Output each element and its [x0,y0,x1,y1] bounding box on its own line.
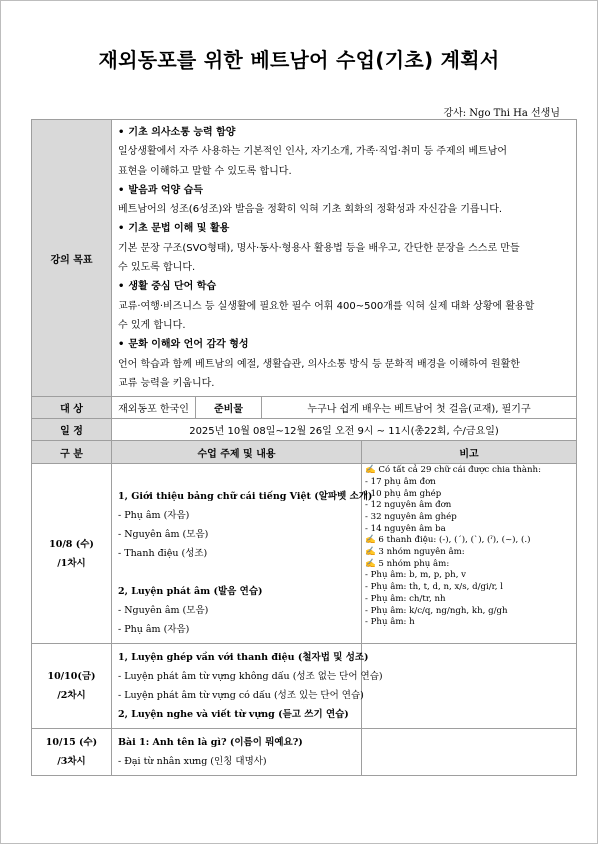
document-title: 재외동포를 위한 베트남어 수업(기초) 계획서 [98,48,500,72]
goal-description-line: 일상생활에서 자주 사용하는 기본적인 인사, 자기소개, 가족·직업·취미 등 주제의 베트남어 [118,146,508,158]
goals-content [112,120,577,397]
note-line: ✍ 6 thanh điệu: (-), (´), (`), (ˀ), (~), (.) [365,535,531,546]
session-1-date: 10/8 (수) [49,538,94,550]
note-line: - Phụ âm: th, t, d, n, x/s, d/gi/r, l [365,582,503,593]
header-topic: 수업 주제 및 내용 [112,441,362,464]
goals-row [32,120,577,397]
goal-heading [118,335,570,354]
header-notes: 비고 [362,441,577,464]
content-line: - Thanh điệu (성조) [118,548,208,560]
session-3-content-list [118,733,355,771]
goal-heading-text: 기초 의사소통 능력 함양 [128,127,236,138]
session-row-3 [32,729,577,776]
content-line: - Luyện phát âm từ vựng có dấu (성조 있는 단어 연습) [118,690,364,702]
session-2-content [112,644,383,729]
goals-label: 강의 목표 [32,120,112,397]
goal-heading-text: 생활 중심 단어 학습 [128,281,217,293]
note-line: - Phụ âm: b, m, p, ph, v [365,570,467,581]
session-3-number: /3차시 [57,756,86,768]
schedule-label: 일 정 [32,419,112,441]
note-line: - Phụ âm: k/c/q, ng/ngh, kh, g/gh [365,605,508,616]
content-line: - Phụ âm (자음) [118,510,190,522]
goal-heading [118,219,570,238]
session-1-notes [362,464,577,644]
session-1-content [112,464,373,644]
goal-description-line: 교류 능력을 키웁니다. [118,377,215,389]
content-line: - Nguyên âm (모음) [118,605,209,617]
goal-description-line: 기본 문장 구조(SVO형태), 명사·동사·형용사 활용법 등을 배우고, 간단한 문장을 스스로 만들 [118,242,520,254]
goal-heading [118,181,570,200]
goal-description-line: 교류·여행·비즈니스 등 실생활에 필요한 필수 어휘 400~500개를 익혀 실제 대화 상황에 활용할 [118,300,535,312]
target-row [32,397,577,419]
session-2-number: /2차시 [57,690,86,702]
prep-value: 누구나 쉽게 배우는 베트남어 첫 걸음(교재), 필기구 [262,397,577,419]
goal-heading-text: 기초 문법 이해 및 활용 [128,223,230,235]
content-line: Bài 1: Anh tên là gì? (이름이 뭐예요?) [118,737,303,749]
bullet-icon: • [118,184,125,196]
session-3-notes [362,729,577,776]
session-row-1 [32,464,577,644]
bullet-icon: • [118,339,125,351]
session-2-date: 10/10(금) [47,671,96,683]
note-line: ✍ 3 nhóm nguyên âm: [365,547,465,558]
session-2-content-list [118,648,383,724]
session-2-notes [362,644,577,729]
content-line: - Luyện phát âm từ vựng không dấu (성조 없는 단어 연습) [118,671,383,683]
note-line: - 10 phụ âm ghép [365,488,442,499]
goal-heading-text: 문화 이해와 언어 감각 형성 [128,339,249,351]
content-line: - Phụ âm (자음) [118,624,190,636]
session-3-content [112,729,362,776]
note-line: - Phụ âm: ch/tr, nh [365,593,446,604]
goal-description-line: 수 있게 합니다. [118,319,186,331]
schedule-row [32,419,577,441]
goal-heading [118,123,570,142]
goal-description-line: 언어 학습과 함께 베트남의 예절, 생활습관, 의사소통 방식 등 문화적 배경을 이해하여 원활한 [118,358,520,370]
session-2-label [32,644,112,729]
table-header-row [32,441,577,464]
goal-heading [118,277,570,296]
session-row-2 [32,644,577,729]
bullet-icon: • [118,281,125,293]
goal-description-line: 수 있도록 합니다. [118,262,196,274]
session-1-notes-list [365,465,573,629]
schedule-value: 2025년 10월 08일~12월 26일 오전 9시 ~ 11시(총22회, 수/금요일) [112,419,577,441]
instructor-label: 강사: Ngo Thi Ha 선생님 [443,108,560,119]
target-label: 대 상 [32,397,112,419]
prep-label: 준비물 [196,397,262,419]
note-line: ✍ Có tất cả 29 chữ cái được chia thành: [365,465,541,476]
content-line: - Đại từ nhân xưng (인칭 대명사) [118,756,267,768]
content-line: 2, Luyện phát âm (발음 연습) [118,586,263,598]
goal-description-line: 표현을 이해하고 말할 수 있도록 합니다. [118,165,292,177]
content-line [118,563,355,582]
header-category: 구 분 [32,441,112,464]
lesson-plan-table [31,119,577,776]
content-line: 2, Luyện nghe và viết từ vựng (듣고 쓰기 연습) [118,709,349,721]
session-1-content-list [118,468,373,639]
session-1-label [32,464,112,644]
note-line: - 32 nguyên âm ghép [365,511,457,522]
note-line: - 14 nguyên âm ba [365,523,446,534]
note-line: ✍ 5 nhóm phụ âm: [365,558,450,569]
bullet-icon: • [118,223,125,235]
goal-description-line: 베트남어의 성조(6성조)와 발음을 정확히 익혀 기초 회화의 정확성과 자신감을 기릅니다. [118,204,503,216]
session-1-number: /1차시 [57,557,86,569]
note-line: - 17 phụ âm đơn [365,476,436,487]
target-value: 재외동포 한국인 [112,397,196,419]
content-line: - Nguyên âm (모음) [118,529,209,541]
goals-list [118,123,570,393]
note-line: - Phụ âm: h [365,617,415,628]
goal-heading-text: 발음과 억양 습득 [128,184,203,196]
content-line [118,468,355,487]
session-3-date: 10/15 (수) [45,737,98,749]
content-line: 1, Luyện ghép vần với thanh điệu (철자법 및 성조) [118,652,369,664]
content-line: 1, Giới thiệu bảng chữ cái tiếng Việt (알파벳 소개) [118,491,373,503]
session-3-label [32,729,112,776]
bullet-icon: • [118,127,125,138]
note-line: - 12 nguyên âm đơn [365,500,452,511]
